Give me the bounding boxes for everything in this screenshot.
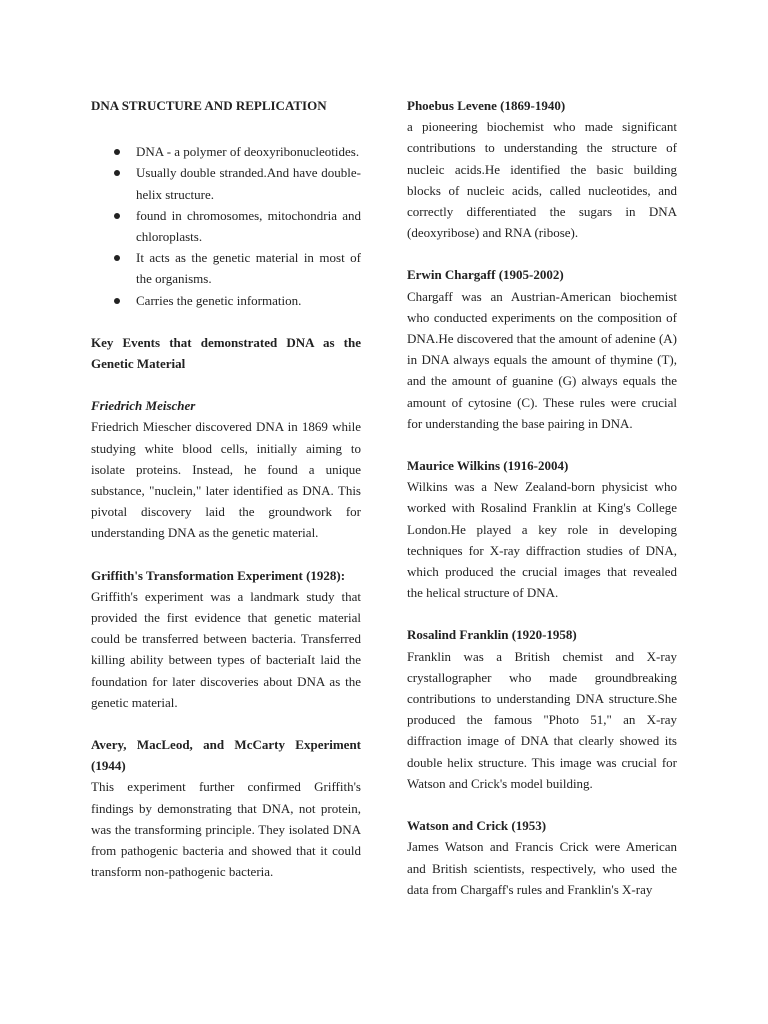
section-heading: Friedrich Meischer: [91, 398, 196, 414]
section-body: James Watson and Francis Crick were American and British scientists, respectively, who used the data from Chargaff's rules and Franklin's X-ray: [407, 839, 677, 897]
document-title: DNA STRUCTURE AND REPLICATION: [91, 98, 327, 113]
list-item-text: DNA - a polymer of deoxyribonucleotides.: [136, 144, 360, 160]
key-events-heading: Key Events that demonstrated DNA as the Genetic Material: [91, 334, 361, 372]
section-heading: Rosalind Franklin (1920-1958): [407, 627, 577, 643]
section-avery: [91, 734, 361, 882]
section-heading: Erwin Chargaff (1905-2002): [407, 267, 564, 283]
bullet-icon: [114, 298, 120, 304]
list-item-text: Usually double stranded.And have double-helix structure.: [136, 165, 361, 202]
left-column: [91, 95, 361, 904]
list-item: [91, 141, 361, 162]
section-wilkins: [407, 455, 677, 603]
section-heading: Watson and Crick (1953): [407, 818, 547, 834]
list-item: [91, 205, 361, 247]
section-miescher: [91, 395, 361, 543]
list-item-text: Carries the genetic information.: [136, 292, 302, 308]
list-item: [91, 290, 361, 311]
section-body: This experiment further confirmed Griffith's findings by demonstrating that DNA, not protein, was the transforming principle. They isolated DNA from pathogenic bacteria and showed that it could transform non-pathogenic bacteria.: [91, 779, 361, 880]
section-griffith: [91, 565, 361, 713]
section-body: Friedrich Miescher discovered DNA in 1869 while studying white blood cells, initially aiming to isolate proteins. Instead, he found a unique substance, "nuclein," later identified as DNA. This pivotal discovery laid the groundwork for understanding DNA as the genetic material.: [91, 419, 361, 541]
section-body: a pioneering biochemist who made significant contributions to understanding the structure of nucleic acids.He identified the basic building blocks of nucleic acids, called nucleotides, and correctly differentiated the sugars in DNA (deoxyribose) and RNA (ribose).: [407, 119, 677, 241]
bullet-icon: [114, 213, 120, 219]
section-levene: [407, 95, 677, 243]
section-franklin: [407, 624, 677, 794]
bullet-icon: [114, 170, 120, 176]
list-item-text: found in chromosomes, mitochondria and chloroplasts.: [136, 207, 361, 245]
section-chargaff: [407, 264, 677, 434]
bullet-icon: [114, 255, 120, 261]
list-item: [91, 247, 361, 289]
section-heading: Maurice Wilkins (1916-2004): [407, 458, 569, 474]
section-body: Griffith's experiment was a landmark study that provided the first evidence that genetic material could be transferred between bacteria. Transferred killing ability between types of bacteriaIt laid the foundation for later discoveries about DNA as the genetic material.: [91, 588, 361, 710]
list-item-text: It acts as the genetic material in most of the organisms.: [136, 250, 361, 287]
section-watson-crick: [407, 815, 677, 900]
section-body: Wilkins was a New Zealand-born physicist who worked with Rosalind Franklin at King's College London.He played a key role in developing techniques for X-ray diffraction studies of DNA, which produced the crucial images that revealed the helical structure of DNA.: [407, 479, 677, 601]
section-body: Franklin was a British chemist and X-ray crystallographer who made groundbreaking contributions to understanding DNA structure.She produced the famous "Photo 51," an X-ray diffraction image of DNA that clearly showed its double helix structure. This image was crucial for Watson and Crick's model building.: [407, 648, 677, 791]
bullet-icon: [114, 149, 120, 155]
section-heading: Griffith's Transformation Experiment (1928):: [91, 567, 346, 583]
section-heading: Phoebus Levene (1869-1940): [407, 98, 566, 113]
section-heading: Avery, MacLeod, and McCarty Experiment (1944): [91, 737, 361, 774]
list-item: [91, 162, 361, 204]
section-body: Chargaff was an Austrian-American biochemist who conducted experiments on the composition of DNA.He discovered that the amount of adenine (A) in DNA always equals the amount of thymine (T), and the amount of guanine (G) always equals the amount of cytosine (C). These rules were crucial for understanding the base pairing in DNA.: [407, 288, 677, 431]
right-column: [407, 95, 677, 921]
dna-facts-list: [91, 141, 361, 311]
